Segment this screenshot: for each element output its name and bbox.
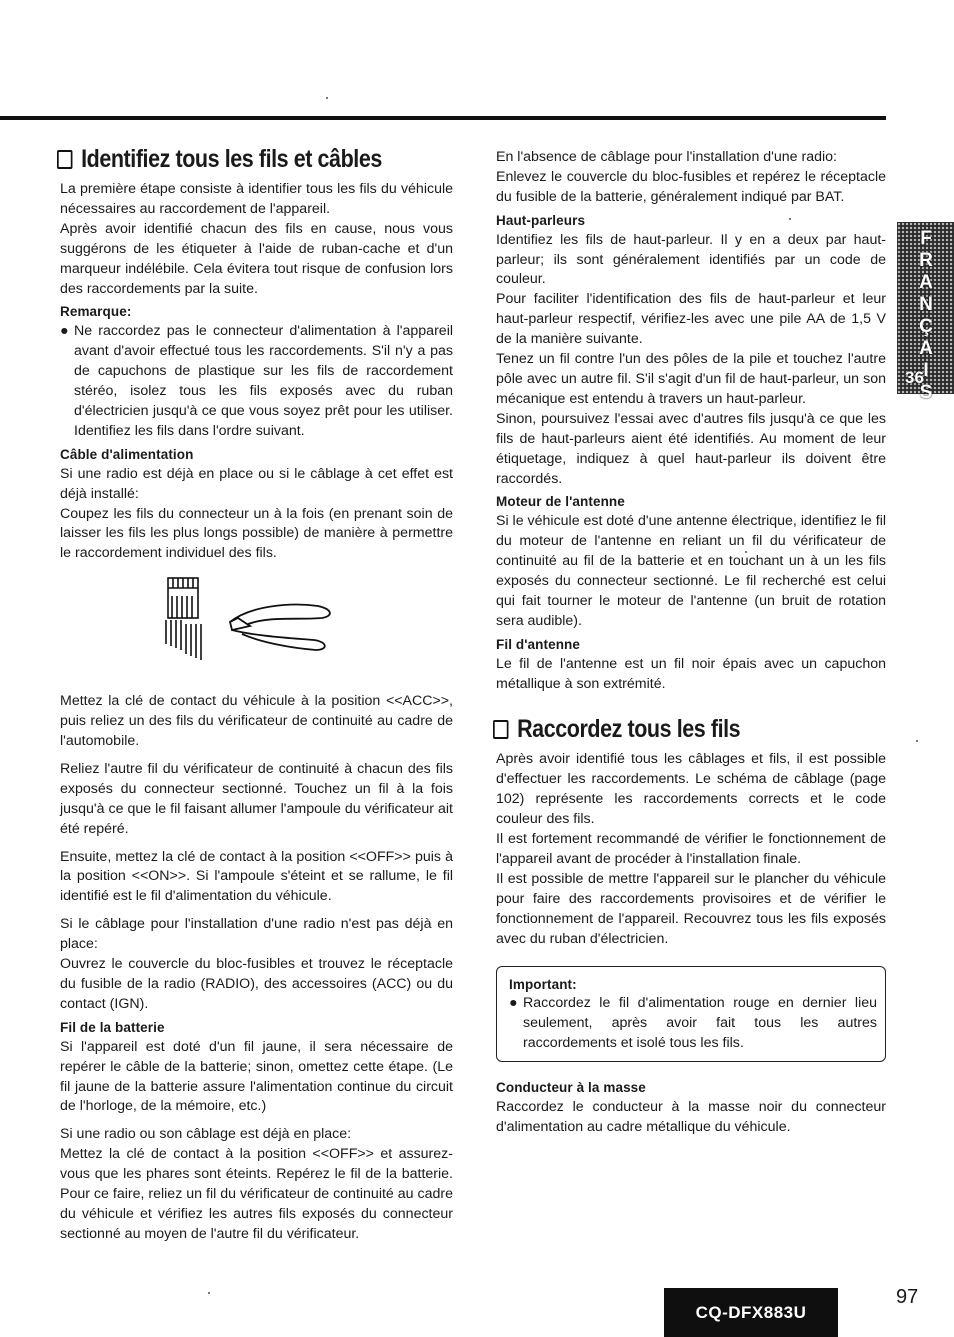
cable-heading: Câble d'alimentation bbox=[60, 446, 194, 462]
haut-parleurs-paragraph-3: Tenez un fil contre l'un des pôles de la pile et touchez l'autre pôle avec un autre fil. S'il s'agit d'un fil de haut-parleur, un son mécanique est entendu à travers un haut-parleur. bbox=[496, 351, 886, 407]
wire-connector-icon bbox=[60, 566, 360, 688]
haut-parleurs-paragraph-2: Pour faciliter l'identification des fils de haut-parleur et leur haut-parleur respectif, vérifiez-les avec une pile AA de 1,5 V de la manière suivante. bbox=[496, 291, 886, 348]
connector-and-cutter-illustration bbox=[60, 566, 453, 688]
cable-paragraph-1: Si une radio est déjà en place ou si le câblage à cet effet est déjà installé: bbox=[60, 465, 453, 502]
paragraph-absence: En l'absence de câblage pour l'installation d'une radio: bbox=[496, 149, 837, 165]
raccordez-paragraph-1: Après avoir identifié tous les câblages et fils, il est possible d'effectuer les raccordements. Le schéma de câblage (page 102) représente les raccordements corrects et le code couleur des fils. bbox=[496, 751, 886, 828]
section-heading-connect: Raccordez tous les fils bbox=[493, 712, 831, 746]
haut-parleurs-paragraph-4: Sinon, poursuivez l'essai avec d'autres fils jusqu'à ce que les fils de haut-parleurs aient été identifiés. Au moment de leur étiquetage, indiquez à quel haut-parleur ils doivent être raccordés. bbox=[496, 410, 886, 487]
top-rule bbox=[0, 116, 886, 120]
batterie-paragraph-1: Si l'appareil est doté d'un fil jaune, il sera nécessaire de repérer le câble de la batterie; sinon, omettez cette étape. (Le fil jaune de la batterie assure l'alimentation continue du circuit de l'horloge, de la mémoire, etc.) bbox=[60, 1038, 453, 1115]
checkbox-square-icon bbox=[493, 720, 508, 739]
antenne-paragraph: Le fil de l'antenne est un fil noir épais avec un capuchon métallique à son extrémité. bbox=[496, 655, 886, 692]
batterie-paragraph-3: Mettez la clé de contact à la position <<OFF>> et assurez-vous que les phares sont éteints. Repérez le fil de la batterie. Pour ce faire, reliez un fil du vérificateur de continuité au cadre du véhicule et vérifiez les autres fils exposés du connecteur sectionné au moyen de l'autre fil du vérificateur. bbox=[60, 1146, 453, 1242]
haut-parleurs-heading: Haut-parleurs bbox=[496, 212, 586, 228]
masse-paragraph: Raccordez le conducteur à la masse noir du connecteur d'alimentation au cadre métallique du véhicule. bbox=[496, 1099, 886, 1135]
paragraph-intro-1: La première étape consiste à identifier tous les fils du véhicule nécessaires au raccordement de l'appareil. bbox=[60, 181, 453, 217]
important-box bbox=[496, 966, 886, 1063]
scan-speck bbox=[789, 218, 791, 220]
paragraph-acc: Mettez la clé de contact du véhicule à la position <<ACC>>, puis reliez un des fils du vérificateur de continuité au cadre de l'automobile. bbox=[60, 693, 453, 750]
language-side-tab bbox=[897, 222, 954, 403]
left-column bbox=[60, 142, 453, 1245]
important-heading: Important: bbox=[509, 976, 577, 992]
language-tab-letters: F R A N Ç A I S bbox=[919, 228, 933, 403]
paragraph-enlevez: Enlevez le couvercle du bloc-fusibles et repérez le réceptacle du fusible de la batterie, généralement indiqué par BAT. bbox=[496, 168, 886, 205]
remarque-item bbox=[60, 322, 453, 441]
moteur-heading: Moteur de l'antenne bbox=[496, 494, 625, 510]
paragraph-ensuite: Ensuite, mettez la clé de contact à la position <<OFF>> puis à la position <<ON>>. Si l'ampoule s'éteint et se rallume, le fil identifié est le fil d'alimentation du véhicule. bbox=[60, 848, 453, 905]
antenne-heading: Fil d'antenne bbox=[496, 636, 581, 652]
remarque-text: Ne raccordez pas le connecteur d'alimentation à l'appareil avant d'avoir effectué tous les raccordements. S'il n'y a pas de capuchons de plastique sur les fils de raccordement stéréo, isolez tous les fils exposés avec du ruban d'électricien jusqu'à ce que vous soyez prêt pour les utiliser. Identifiez les fils dans l'ordre suivant. bbox=[74, 323, 453, 439]
masse-heading: Conducteur à la masse bbox=[496, 1080, 646, 1096]
page-number: 97 bbox=[896, 1286, 919, 1308]
wire-cutter-icon bbox=[230, 605, 330, 650]
right-column bbox=[496, 148, 886, 1138]
scan-speck bbox=[745, 551, 747, 553]
haut-parleurs-paragraph-1: Identifiez les fils de haut-parleur. Il y en a deux par haut-parleur; ils sont généralement identifiés par un code de couleur. bbox=[496, 231, 886, 288]
checkbox-square-icon bbox=[57, 150, 72, 169]
section-heading-identify: Identifiez tous les fils et câbles bbox=[57, 142, 398, 176]
paragraph-relier: Reliez l'autre fil du vérificateur de continuité à chacun des fils exposés du connecteur sectionné. Touchez un fil à la fois jusqu'à ce que le fil faisant allumer l'ampoule du vérificateur ait été repéré. bbox=[60, 760, 453, 837]
remarque-heading: Remarque: bbox=[60, 304, 132, 320]
raccordez-paragraph-3: Il est possible de mettre l'appareil sur le plancher du véhicule pour faire des raccordements provisoires et de vérifier le fonctionnement de l'appareil. Recouvrez tous les fils exposés avec du ruban d'électricien. bbox=[496, 870, 886, 947]
bullet-icon: ● bbox=[509, 995, 518, 1012]
scan-speck bbox=[208, 1292, 210, 1294]
bullet-icon: ● bbox=[60, 323, 69, 340]
paragraph-ouvrez: Ouvrez le couvercle du bloc-fusibles et trouvez le réceptacle du fusible de la radio (RADIO), des accessoires (ACC) ou du contact (IGN). bbox=[60, 956, 453, 1012]
paragraph-si-cablage: Si le câblage pour l'installation d'une radio n'est pas déjà en place: bbox=[60, 916, 453, 953]
raccordez-paragraph-2: Il est fortement recommandé de vérifier le fonctionnement de l'appareil avant de procéder à l'installation finale. bbox=[496, 831, 886, 867]
scan-speck bbox=[326, 97, 328, 99]
important-item bbox=[509, 994, 877, 1054]
batterie-paragraph-2: Si une radio ou son câblage est déjà en place: bbox=[60, 1126, 352, 1143]
language-tab-page: 36 bbox=[905, 368, 924, 387]
scan-speck bbox=[916, 740, 918, 742]
moteur-paragraph: Si le véhicule est doté d'une antenne électrique, identifiez le fil du moteur de l'antenne en reliant un fil du vérificateur de continuité au fil de la batterie et en touchant un à un les fils exposés du connecteur sectionné. Le fil recherché est celui qui fait tourner le moteur de l'antenne (un bruit de rotation sera audible). bbox=[496, 513, 886, 629]
batterie-heading: Fil de la batterie bbox=[60, 1019, 165, 1035]
model-badge: CQ-DFX883U bbox=[664, 1288, 838, 1337]
cable-paragraph-2: Coupez les fils du connecteur un à la fois (en prenant soin de laisser les fils les plus longs possible) de manière à permettre le raccordement individuel des fils. bbox=[60, 505, 453, 562]
paragraph-intro-2: Après avoir identifié chacun des fils en cause, nous vous suggérons de les étiqueter à l'aide de ruban-cache et d'un marqueur indélébile. Cela évitera tout risque de confusion lors des raccordements par la suite. bbox=[60, 220, 453, 297]
important-text: Raccordez le fil d'alimentation rouge en dernier lieu seulement, après avoir fait tous les autres raccordements et isolé tous les fils. bbox=[523, 995, 877, 1052]
